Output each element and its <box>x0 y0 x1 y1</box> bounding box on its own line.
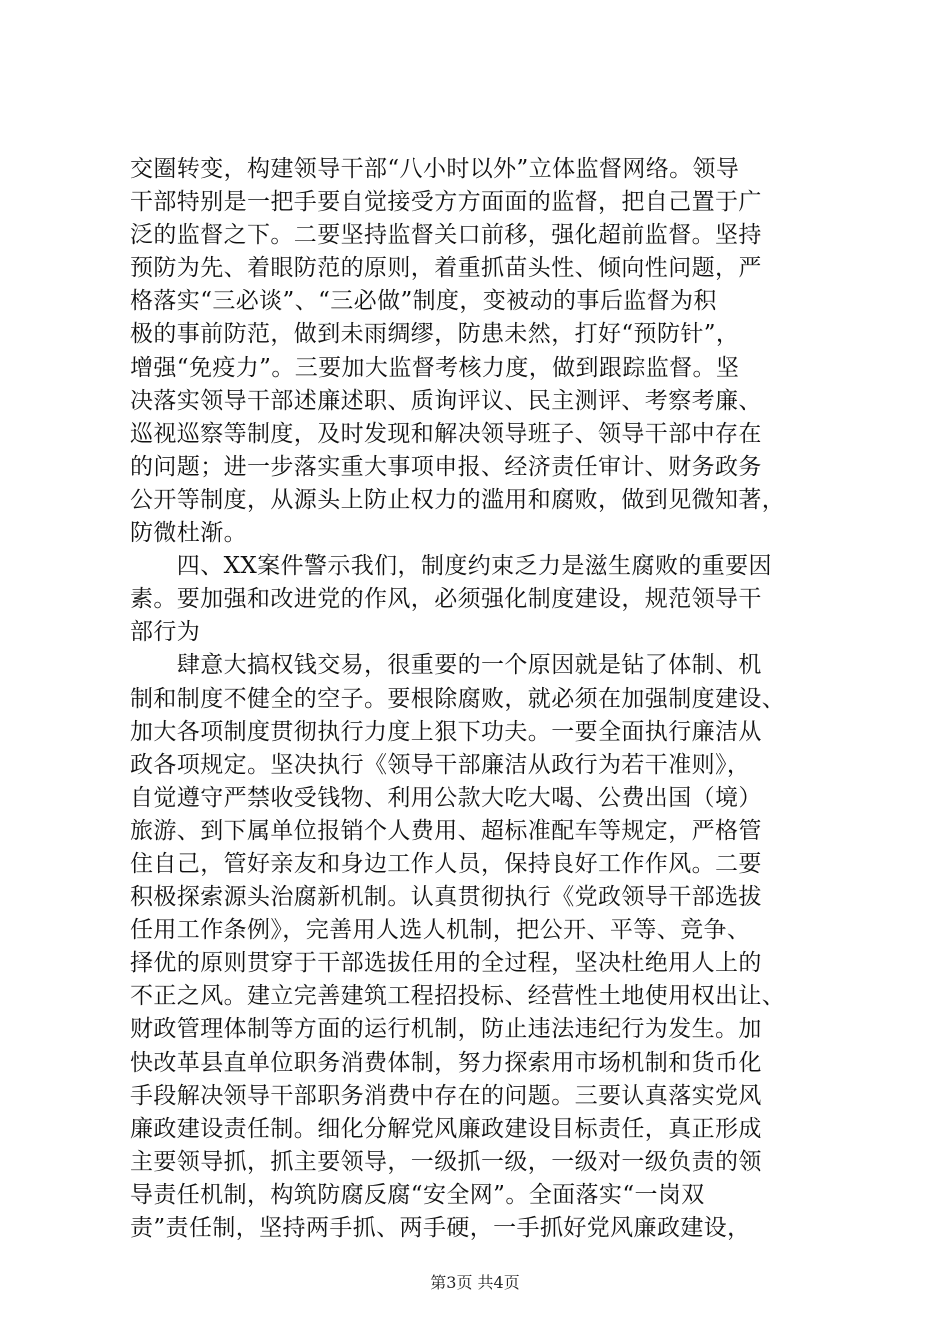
text-line: 增强“免疫力”。三要加大监督考核力度，做到跟踪监督。坚 <box>130 354 740 381</box>
text-line: 导责任机制，构筑防腐反腐“安全网”。全面落实“一岗双 <box>130 1181 705 1208</box>
page-number-footer: 第3页 共4页 <box>430 1273 520 1292</box>
text-line: 住自己，管好亲友和身边工作人员，保持良好工作作风。二要 <box>130 850 762 877</box>
text-line: 泛的监督之下。二要坚持监督关口前移，强化超前监督。坚持 <box>130 222 762 249</box>
text-line: 择优的原则贯穿于干部选拔任用的全过程，坚决杜绝用人上的 <box>130 950 762 977</box>
text-line: 廉政建设责任制。细化分解党风廉政建设目标责任，真正形成 <box>130 1115 762 1142</box>
text-line: 公开等制度，从源头上防止权力的滥用和腐败，做到见微知著， <box>130 486 786 513</box>
text-line: 不正之风。建立完善建筑工程招投标、经营性土地使用权出让、 <box>130 983 786 1010</box>
text-line: 加大各项制度贯彻执行力度上狠下功夫。一要全面执行廉洁从 <box>130 718 762 745</box>
body-text <box>130 153 830 1245</box>
text-line: 自觉遵守严禁收受钱物、利用公款大吃大喝、公费出国（境） <box>130 784 762 811</box>
text-line: 制和制度不健全的空子。要根除腐败，就必须在加强制度建设、 <box>130 685 786 712</box>
text-line: 交圈转变，构建领导干部“八小时以外”立体监督网络。领导 <box>130 156 740 182</box>
text-line: 手段解决领导干部职务消费中存在的问题。三要认真落实党风 <box>130 1082 762 1109</box>
text-line: 旅游、到下属单位报销个人费用、超标准配车等规定，严格管 <box>130 817 762 844</box>
section-heading-line: 部行为 <box>130 619 201 646</box>
text-line: 任用工作条例》，完善用人选人机制，把公开、平等、竞争、 <box>130 917 751 944</box>
text-line: 积极探索源头治腐新机制。认真贯彻执行《党政领导干部选拔 <box>130 884 762 911</box>
text-line: 巡视巡察等制度，及时发现和解决领导班子、领导干部中存在 <box>130 420 762 447</box>
text-line: 责”责任制，坚持两手抓、两手硬，一手抓好党风廉政建设， <box>130 1215 751 1241</box>
text-line: 格落实“三必谈”、“三必做”制度，变被动的事后监督为积 <box>130 288 717 315</box>
section-heading-line: 四、XX案件警示我们，制度约束乏力是滋生腐败的重要因 <box>130 553 772 580</box>
section-heading-line: 素。要加强和改进党的作风，必须强化制度建设，规范领导干 <box>130 586 762 613</box>
text-line: 干部特别是一把手要自觉接受方方面面的监督，把自己置于广 <box>130 189 762 216</box>
text-line: 预防为先、着眼防范的原则，着重抓苗头性、倾向性问题，严 <box>130 255 762 282</box>
text-line: 肆意大搞权钱交易，很重要的一个原因就是钻了体制、机 <box>130 652 762 679</box>
text-line: 决落实领导干部述廉述职、质询评议、民主测评、考察考廉、 <box>130 387 762 414</box>
text-line: 防微杜渐。 <box>130 520 247 547</box>
text-line: 主要领导抓，抓主要领导，一级抓一级，一级对一级负责的领 <box>130 1148 762 1175</box>
text-line: 极的事前防范，做到未雨绸缪，防患未然，打好“预防针”， <box>130 321 740 348</box>
text-line: 政各项规定。坚决执行《领导干部廉洁从政行为若干准则》， <box>130 751 751 778</box>
text-line: 快改革县直单位职务消费体制，努力探索用市场机制和货币化 <box>130 1049 762 1076</box>
text-line: 财政管理体制等方面的运行机制，防止违法违纪行为发生。加 <box>130 1016 762 1043</box>
text-line: 的问题；进一步落实重大事项申报、经济责任审计、财务政务 <box>130 453 762 480</box>
